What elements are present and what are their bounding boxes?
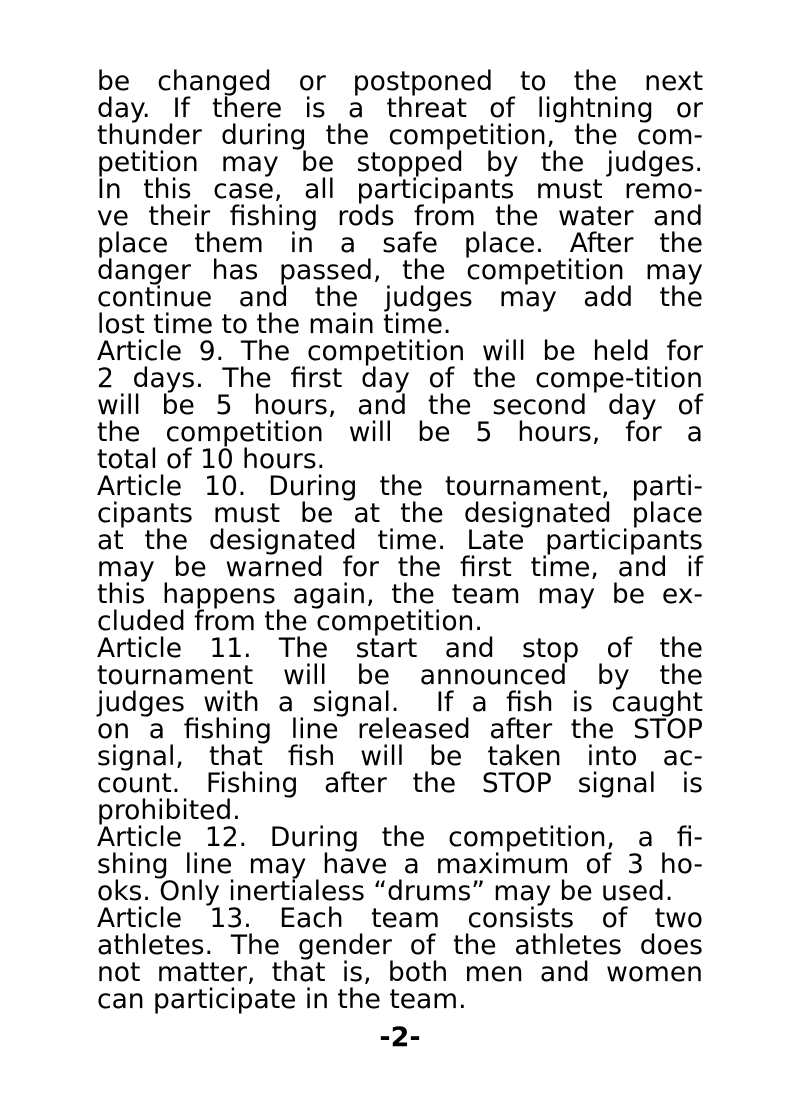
word: water — [558, 201, 634, 232]
word: the — [574, 120, 618, 151]
word: tournament, — [445, 471, 610, 502]
word: that — [208, 741, 263, 772]
word: be — [356, 660, 390, 691]
word: a — [637, 822, 654, 853]
text-line — [97, 554, 703, 581]
word: 12. — [204, 822, 248, 853]
word: into — [586, 741, 638, 772]
word: for — [666, 336, 703, 367]
text-line — [97, 635, 703, 662]
word: the — [659, 228, 703, 259]
word: parti- — [631, 471, 703, 502]
word: and — [539, 957, 590, 988]
word: fi- — [676, 822, 703, 853]
word: stopped — [356, 147, 464, 178]
text-line — [97, 149, 703, 176]
word: ac- — [662, 741, 703, 772]
word: Each — [279, 903, 344, 934]
word: signal — [577, 768, 656, 799]
word: judges. — [606, 147, 703, 178]
word: STOP — [481, 768, 552, 799]
word: the — [314, 282, 359, 313]
word: days. — [132, 363, 204, 394]
word: not — [97, 957, 141, 988]
word: the — [453, 930, 497, 961]
word: the — [540, 147, 585, 178]
word: competition, — [448, 822, 615, 853]
word: fishing — [183, 714, 272, 745]
word: athletes. — [97, 930, 214, 961]
word: 2 — [97, 363, 114, 394]
text-line — [97, 284, 703, 311]
word: designated — [208, 525, 357, 556]
word: may — [499, 282, 557, 313]
word: hours, — [517, 417, 601, 448]
word: and — [617, 552, 668, 583]
text-line — [97, 905, 703, 932]
word: in — [289, 228, 314, 259]
word: remo- — [624, 174, 703, 205]
word: has — [211, 255, 259, 286]
word: tournament — [97, 660, 254, 691]
word: day — [607, 390, 657, 421]
text-line — [97, 365, 703, 392]
word: a — [403, 849, 420, 880]
word: is — [304, 93, 326, 124]
paragraph — [97, 68, 703, 338]
word: both — [387, 957, 449, 988]
word: Fishing — [206, 768, 299, 799]
word: if — [686, 552, 703, 583]
word: the — [144, 525, 189, 556]
text-line: lost time to the main time. — [97, 309, 452, 340]
word: Article — [97, 903, 183, 934]
word: taken — [487, 741, 562, 772]
word: second — [492, 390, 587, 421]
word: or — [675, 93, 703, 124]
word: be — [611, 579, 646, 610]
text-line — [97, 527, 703, 554]
word: line — [290, 714, 339, 745]
word: two — [654, 903, 703, 934]
word: The — [278, 633, 329, 664]
word: place. — [463, 228, 544, 259]
text-line — [97, 122, 703, 149]
word: be — [429, 741, 463, 772]
text-line: prohibited. — [97, 795, 241, 826]
word: caught — [611, 687, 703, 718]
word: day — [361, 363, 410, 394]
text-line — [97, 230, 703, 257]
word: may — [537, 579, 596, 610]
word: be — [173, 552, 207, 583]
word: the — [472, 363, 517, 394]
word: The — [222, 363, 272, 394]
word: and — [238, 282, 289, 313]
word: held — [592, 336, 650, 367]
word: them — [194, 228, 264, 259]
word: During — [268, 471, 358, 502]
word: In — [97, 174, 122, 205]
paragraph — [97, 635, 703, 824]
word: this — [143, 174, 192, 205]
word: of — [409, 930, 436, 961]
word: and — [444, 633, 495, 664]
word: there — [212, 93, 283, 124]
word: the — [97, 417, 141, 448]
word: place — [631, 498, 703, 529]
word: of — [601, 903, 628, 934]
word: the — [573, 66, 618, 97]
text-line: cluded from the competition. — [97, 606, 483, 637]
word: and — [653, 201, 703, 232]
word: team — [371, 903, 440, 934]
word: competition, — [388, 120, 555, 151]
word: gender — [297, 930, 392, 961]
word: with — [203, 687, 260, 718]
word: Article — [97, 336, 183, 367]
word: The — [230, 930, 281, 961]
word: a — [339, 228, 357, 259]
word: 5 — [475, 417, 493, 448]
word: ve — [97, 201, 129, 232]
word: the — [495, 201, 539, 232]
word: During — [269, 822, 359, 853]
word: Article — [97, 633, 183, 664]
text-line — [97, 419, 703, 446]
word: the — [402, 255, 446, 286]
word: the — [400, 498, 444, 529]
word: by — [485, 147, 519, 178]
text-line — [97, 932, 703, 959]
word: rods — [337, 201, 395, 232]
text-line — [97, 473, 703, 500]
word: case, — [213, 174, 283, 205]
word: 5 — [215, 390, 233, 421]
word: signal. — [312, 687, 400, 718]
word: postponed — [352, 66, 493, 97]
word: the — [391, 579, 435, 610]
word: safe — [382, 228, 438, 259]
text-line — [97, 581, 703, 608]
word: judges — [97, 687, 185, 718]
text-line — [97, 851, 703, 878]
word: the — [325, 120, 370, 151]
word: women — [606, 957, 703, 988]
text-line — [97, 500, 703, 527]
word: fishing — [229, 201, 318, 232]
word: may — [645, 255, 703, 286]
word: this — [97, 579, 146, 610]
word: com- — [636, 120, 703, 151]
word: designated — [463, 498, 612, 529]
text-line — [97, 689, 703, 716]
word: a — [686, 417, 703, 448]
word: of — [489, 93, 515, 124]
word: count. — [97, 768, 181, 799]
word: for — [342, 552, 379, 583]
word: time. — [377, 525, 446, 556]
word: signal, — [97, 741, 184, 772]
word: matter, — [156, 957, 256, 988]
word: lightning — [537, 93, 654, 124]
word: 13. — [209, 903, 252, 934]
text-line: can participate in the team. — [97, 984, 467, 1015]
word: add — [583, 282, 634, 313]
word: consists — [467, 903, 575, 934]
word: The — [240, 336, 291, 367]
word: danger — [97, 255, 191, 286]
text-line — [97, 662, 703, 689]
text-line — [97, 338, 703, 365]
word: 3 — [626, 849, 644, 880]
word: 11. — [209, 633, 252, 664]
text-line: total of 10 hours. — [97, 444, 326, 475]
word: stop — [521, 633, 580, 664]
word: be — [542, 336, 576, 367]
text-line — [97, 95, 703, 122]
page-number-footer: -2- — [379, 1022, 421, 1053]
word: be — [417, 417, 451, 448]
word: after — [324, 768, 387, 799]
word: warned — [225, 552, 324, 583]
word: competition — [306, 336, 466, 367]
word: of — [585, 849, 611, 880]
word: a — [347, 93, 365, 124]
word: changed — [157, 66, 272, 97]
word: must — [535, 174, 603, 205]
word: compe-tition — [535, 363, 703, 394]
word: happens — [162, 579, 276, 610]
word: or — [298, 66, 326, 97]
word: at — [353, 498, 381, 529]
word: start — [355, 633, 418, 664]
text-line — [97, 176, 703, 203]
word: line — [184, 849, 233, 880]
word: their — [148, 201, 211, 232]
word: is, — [341, 957, 372, 988]
word: ex- — [661, 579, 703, 610]
word: fish — [287, 741, 336, 772]
word: competition — [165, 417, 324, 448]
word: team — [451, 579, 521, 610]
word: men — [464, 957, 524, 988]
word: next — [644, 66, 703, 97]
text-line — [97, 716, 703, 743]
text-line: oks. Only inertialess “drums” may be used. — [97, 876, 674, 907]
word: the — [412, 768, 457, 799]
word: Late — [466, 525, 525, 556]
word: a — [148, 714, 165, 745]
word: a — [277, 687, 295, 718]
word: to — [520, 66, 547, 97]
word: first — [459, 552, 512, 583]
word: Article — [97, 471, 183, 502]
word: athletes — [514, 930, 622, 961]
text-line — [97, 959, 703, 986]
word: fish — [506, 687, 554, 718]
word: by — [597, 660, 630, 691]
word: of — [677, 390, 703, 421]
word: will — [283, 660, 327, 691]
text-line — [97, 203, 703, 230]
word: thunder — [97, 120, 202, 151]
word: the — [659, 633, 703, 664]
word: again, — [292, 579, 375, 610]
word: petition — [97, 147, 199, 178]
word: may — [248, 849, 307, 880]
word: participants — [356, 174, 515, 205]
word: after — [489, 714, 553, 745]
word: all — [304, 174, 336, 205]
word: ho- — [659, 849, 703, 880]
word: passed, — [279, 255, 382, 286]
word: be — [161, 390, 195, 421]
word: If — [436, 687, 454, 718]
word: on — [97, 714, 131, 745]
word: STOP — [633, 714, 703, 745]
word: cipants — [97, 498, 193, 529]
word: for — [625, 417, 662, 448]
word: the — [570, 714, 615, 745]
word: time, — [530, 552, 599, 583]
word: the — [428, 390, 472, 421]
word: have — [322, 849, 388, 880]
word: judges — [384, 282, 473, 313]
word: at — [97, 525, 124, 556]
word: maximum — [435, 849, 570, 880]
body-text-column — [97, 68, 703, 1013]
word: and — [357, 390, 408, 421]
word: participants — [545, 525, 703, 556]
word: be — [97, 66, 131, 97]
text-line — [97, 68, 703, 95]
word: the — [379, 471, 423, 502]
paragraph — [97, 905, 703, 1013]
word: does — [639, 930, 703, 961]
word: the — [659, 282, 703, 313]
paragraph — [97, 824, 703, 905]
word: After — [569, 228, 634, 259]
word: continue — [97, 282, 213, 313]
word: day. — [97, 93, 151, 124]
word: be — [300, 498, 334, 529]
text-line — [97, 770, 703, 797]
word: is — [571, 687, 593, 718]
word: a — [471, 687, 488, 718]
word: threat — [386, 93, 467, 124]
word: must — [213, 498, 280, 529]
text-line — [97, 743, 703, 770]
word: 10. — [204, 471, 247, 502]
word: hours, — [253, 390, 337, 421]
word: announced — [419, 660, 568, 691]
text-line — [97, 824, 703, 851]
word: shing — [97, 849, 169, 880]
word: released — [357, 714, 471, 745]
paragraph — [97, 338, 703, 473]
word: be — [301, 147, 335, 178]
paragraph — [97, 473, 703, 635]
word: 9. — [198, 336, 225, 367]
text-line — [97, 257, 703, 284]
word: of — [606, 633, 633, 664]
word: will — [348, 417, 393, 448]
text-line — [97, 392, 703, 419]
word: of — [428, 363, 455, 394]
word: the — [659, 660, 703, 691]
word: the — [397, 552, 442, 583]
word: may — [220, 147, 279, 178]
word: will — [360, 741, 405, 772]
word: will — [97, 390, 141, 421]
word: from — [414, 201, 476, 232]
word: place — [97, 228, 169, 259]
word: may — [97, 552, 155, 583]
word: is — [681, 768, 703, 799]
word: the — [381, 822, 426, 853]
word: that — [271, 957, 326, 988]
word: first — [290, 363, 343, 394]
word: competition — [466, 255, 625, 286]
word: Article — [97, 822, 183, 853]
word: during — [220, 120, 307, 151]
word: If — [172, 93, 190, 124]
word: will — [481, 336, 526, 367]
